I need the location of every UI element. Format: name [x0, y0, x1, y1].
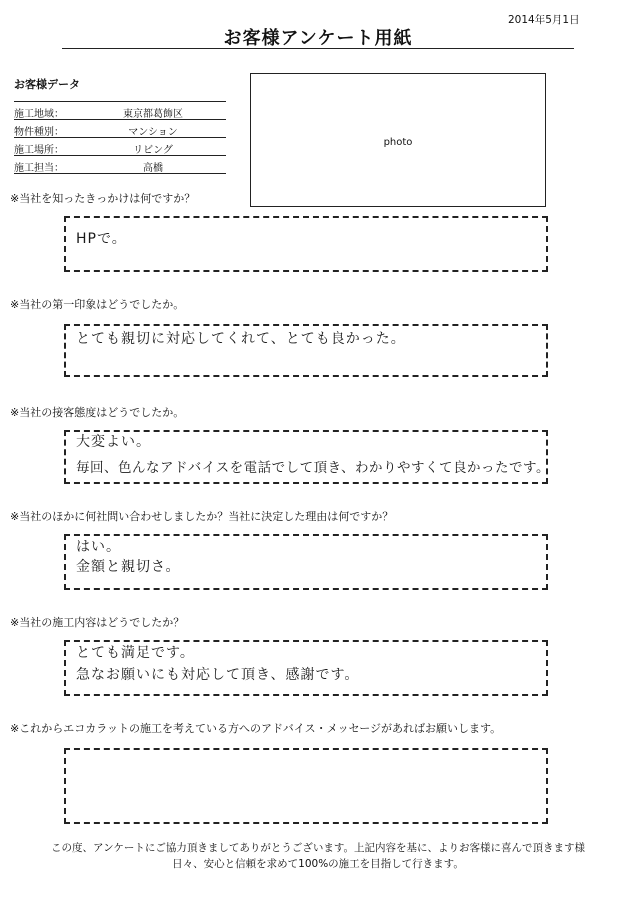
answer-3-line-2: 毎回、色んなアドバイスを電話でして頂き、わかりやすくて良かったです。 — [76, 460, 550, 476]
page-title: お客様アンケート用紙 — [223, 28, 413, 49]
footer-line-1: この度、アンケートにご協力頂きましてありがとうございます。上記内容を基に、よりお客様に喜んで頂きます様 — [50, 842, 586, 854]
answer-1-line-1: HPで。 — [76, 231, 127, 247]
customer-row-area — [14, 102, 226, 120]
question-6: ※これからエコカラットの施工を考えている方へのアドバイス・メッセージがあればお願いします。 — [10, 722, 502, 735]
answer-box-6-bottom — [64, 822, 548, 824]
customer-value: マンション — [128, 127, 178, 138]
answer-box-3-bottom — [64, 482, 548, 484]
answer-5-line-1: とても満足です。 — [76, 645, 195, 661]
customer-label: 物件種別： — [14, 127, 64, 138]
customer-value: 高橋 — [143, 163, 163, 174]
answer-box-1 — [64, 216, 548, 272]
question-4: ※当社のほかに何社問い合わせしましたか？当社に決定した理由は何ですか？ — [10, 510, 394, 523]
answer-4-line-1: はい。 — [76, 539, 121, 555]
answer-box-6 — [64, 748, 548, 824]
answer-2-line-1: とても親切に対応してくれて、とても良かった。 — [76, 331, 406, 347]
answer-box-1-bottom — [64, 270, 548, 272]
answer-box-5-bottom — [64, 694, 548, 696]
customer-label: 施工場所： — [14, 145, 64, 156]
customer-data-heading: お客様データ — [14, 78, 80, 91]
question-5: ※当社の施工内容はどうでしたか？ — [10, 616, 185, 629]
title-underline — [62, 48, 574, 49]
question-1: ※当社を知ったきっかけは何ですか？ — [10, 192, 196, 205]
answer-box-4-bottom — [64, 588, 548, 590]
answer-box-2-bottom — [64, 375, 548, 377]
customer-value: リビング — [133, 145, 173, 156]
photo-label: photo — [383, 137, 413, 148]
survey-date: 2014年5月1日 — [508, 14, 580, 26]
answer-5-line-2: 急なお願いにも対応して頂き、感謝です。 — [76, 667, 360, 683]
customer-row-type — [14, 120, 226, 138]
customer-label: 施工地域： — [14, 109, 64, 120]
customer-label: 施工担当： — [14, 163, 64, 174]
customer-value: 東京都葛飾区 — [123, 109, 183, 120]
answer-4-line-2: 金額と親切さ。 — [76, 559, 181, 575]
customer-row-place — [14, 138, 226, 156]
question-3: ※当社の接客態度はどうでしたか。 — [10, 406, 185, 419]
footer-line-2: 日々、安心と信頼を求めて100%の施工を目指して行きます。 — [172, 858, 464, 870]
question-2: ※当社の第一印象はどうでしたか。 — [10, 298, 185, 311]
answer-3-line-1: 大変よい。 — [76, 434, 151, 450]
customer-row-staff — [14, 156, 226, 174]
